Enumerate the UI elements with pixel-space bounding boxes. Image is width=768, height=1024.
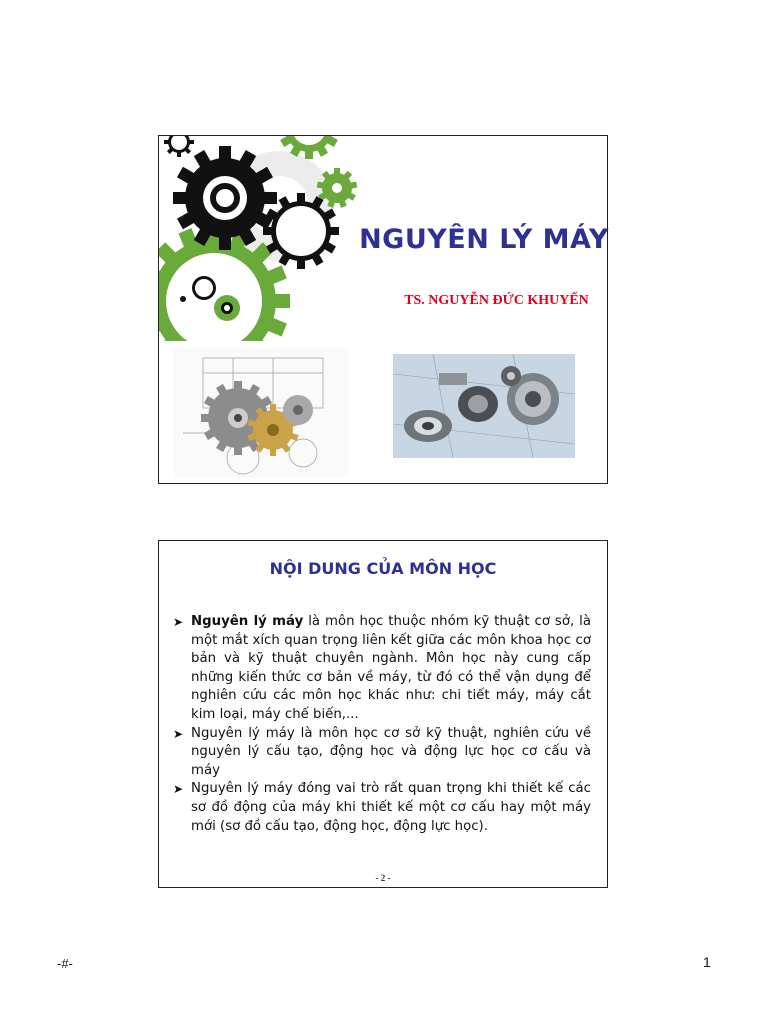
list-item	[173, 780, 591, 836]
green-tiny-gear-icon	[214, 295, 240, 321]
bearing-photo-icon	[404, 410, 452, 442]
gears-illustration	[159, 136, 369, 341]
arrow-bullet-icon: ➤	[173, 726, 184, 741]
gears-blueprint-photo	[173, 348, 348, 478]
slide-heading: NỘI DUNG CỦA MÔN HỌC	[269, 559, 497, 578]
slide-1	[158, 135, 608, 484]
list-item	[173, 613, 591, 725]
list-item	[173, 725, 591, 781]
black-small-gear-icon	[164, 136, 194, 157]
slide-2	[158, 540, 608, 888]
footer-page-number: 1	[703, 954, 711, 970]
list-item-text: Nguyên lý máy là môn học cơ sở kỹ thuật, nghiên cứu về nguyên lý cấu tạo, động học và động lực học cơ cấu và máy	[191, 725, 591, 778]
content-list	[173, 613, 591, 836]
list-item-bold: Nguyên lý máy	[191, 614, 304, 629]
arrow-bullet-icon: ➤	[173, 615, 184, 629]
black-tiny-gear-icon	[192, 276, 216, 300]
machine-parts-photo	[393, 354, 575, 458]
footer-left: -#-	[57, 956, 73, 971]
slide-title: NGUYÊN LÝ MÁY	[359, 224, 609, 255]
arrow-bullet-icon: ➤	[173, 782, 184, 797]
slide-page-number: - 2 -	[375, 873, 391, 883]
list-item-text: là môn học thuộc nhóm kỹ thuật cơ sở, là một mắt xích quan trọng liên kết giữa các môn khoa học cơ bản và kỹ thuật chuyên ngành. Môn học này cung cấp những kiến thức cơ bản về máy, từ đó có thể vận dụng để nghiên cứu các môn học khác như: chi tiết máy, máy cắt kim loại, máy chế biến,...	[191, 614, 591, 722]
list-item-text: Nguyên lý máy đóng vai trò rất quan trọng khi thiết kế các sơ đồ động của máy khi thiết kế một cơ cấu hay một máy mới (sơ đồ cấu tạo, động học, động lực học).	[191, 781, 591, 834]
author-name: TS. NGUYỄN ĐỨC KHUYẾN	[404, 293, 589, 308]
